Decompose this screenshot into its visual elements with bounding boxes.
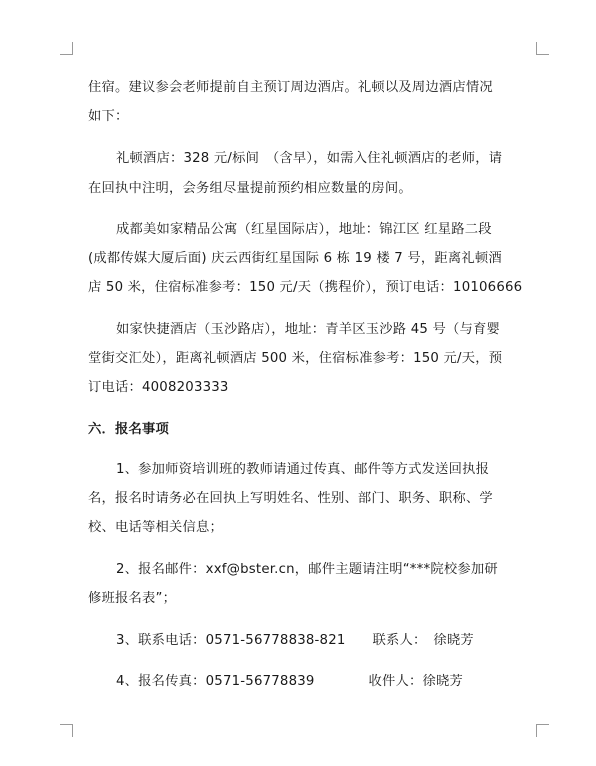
text-line: 校、电话等相关信息；: [88, 520, 223, 535]
text-line: 1、参加师资培训班的教师请通过传真、邮件等方式发送回执报: [116, 462, 490, 477]
text-line: 店 50 米，住宿标准参考：150 元/天（携程价），预订电话：10106666: [88, 280, 523, 295]
crop-mark-bottom-right: [536, 724, 549, 737]
text-line: (成都传媒大厦后面) 庆云西街红星国际 6 栋 19 楼 7 号，距离礼顿酒: [88, 251, 502, 266]
crop-mark-top-right: [536, 42, 549, 55]
crop-mark-top-left: [60, 42, 73, 55]
text-line: 2、报名邮件：xxf@bster.cn，邮件主题请注明“***院校参加研: [116, 562, 498, 577]
text-line: 3、联系电话：0571-56778838-821 联系人： 徐晓芳: [116, 633, 474, 648]
text-line: 修班报名表”；: [88, 591, 177, 606]
text-line: 如下：: [88, 109, 129, 124]
text-line: 礼顿酒店：328 元/标间 （含早），如需入住礼顿酒店的老师，请: [116, 151, 503, 166]
text-line: 订电话：4008203333: [88, 380, 229, 395]
crop-mark-bottom-left: [60, 724, 73, 737]
text-line: 成都美如家精品公寓（红星国际店），地址：锦江区 红星路二段: [116, 222, 492, 237]
section-heading: 六．报名事项: [88, 422, 169, 437]
text-line: 住宿。建议参会老师提前自主预订周边酒店。礼顿以及周边酒店情况: [88, 80, 493, 95]
text-line: 堂街交汇处），距离礼顿酒店 500 米，住宿标准参考：150 元/天，预: [88, 351, 503, 366]
text-line: 4、报名传真：0571-56778839 收件人：徐晓芳: [116, 674, 464, 689]
text-line: 名，报名时请务必在回执上写明姓名、性别、部门、职务、职称、学: [88, 491, 493, 506]
text-line: 如家快捷酒店（玉沙路店），地址：青羊区玉沙路 45 号（与育婴: [116, 322, 500, 337]
text-line: 在回执中注明，会务组尽量提前预约相应数量的房间。: [88, 181, 412, 196]
